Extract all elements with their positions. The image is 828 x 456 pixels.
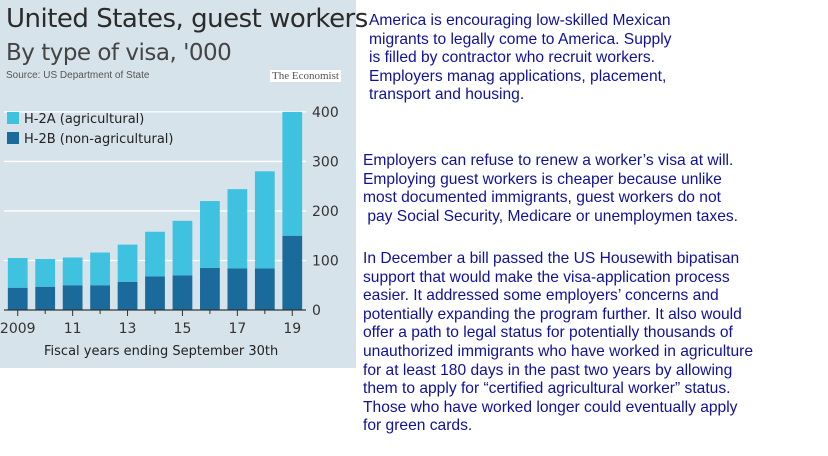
y-tick-label: 100 (312, 253, 339, 270)
y-tick-label: 0 (312, 303, 321, 319)
bar-h2a (35, 259, 55, 287)
x-tick-label: 17 (228, 321, 247, 337)
bar-h2b (63, 285, 83, 310)
x-tick-label: 13 (118, 321, 137, 337)
bar-h2a (8, 258, 28, 288)
chart-title: United States, guest workers (6, 4, 368, 34)
bar-h2b (90, 285, 110, 310)
y-tick-label: 200 (312, 203, 339, 220)
bar-h2a (200, 201, 220, 268)
bar-h2a (145, 232, 165, 277)
bar-h2a (118, 245, 138, 282)
bar-h2b (227, 268, 247, 310)
y-tick-label: 400 (312, 104, 339, 121)
chart-subtitle: By type of visa, '000 (6, 40, 232, 66)
bar-h2a (90, 253, 110, 286)
bar-h2b (35, 287, 55, 310)
bar-h2a (282, 112, 302, 236)
legend-swatch (7, 112, 19, 124)
bar-h2b (282, 236, 302, 310)
paragraph-guest-worker-program: America is encouraging low-skilled Mexican migrants to legally come to America. Supply is filled by contractor who recruit workers. Employers manag applications, placement, transport and housing. (369, 12, 672, 104)
bar-h2b (145, 276, 165, 310)
legend-label: H-2A (agricultural) (24, 112, 145, 127)
paragraph-december-bill: In December a bill passed the US Housewith bipatisan support that would make the visa-application process easier. It addressed some employers’ concerns and potentially expanding the program further. It also would offer a path to legal status for potentially thousands of unauthorized immigrants who have worked in agriculture for at least 180 days in the past two years by allowing them to apply for “certified agricultural worker” status. Those who have worked longer could eventually apply for green cards. (363, 250, 754, 435)
chart-source: Source: US Department of State (6, 70, 150, 81)
bar-h2b (118, 282, 138, 310)
paragraph-employer-costs: Employers can refuse to renew a worker’s visa at will. Employing guest workers is cheaper because unlike most documented immigrants, guest workers do not pay Social Security, Medicare or unemploymen taxes. (363, 152, 738, 225)
bar-h2a (227, 189, 247, 268)
bar-h2a (255, 171, 275, 268)
economist-logo: The Economist (272, 70, 339, 82)
x-tick-label: 11 (63, 321, 82, 337)
bar-h2b (173, 275, 193, 310)
bar-h2b (255, 268, 275, 310)
x-tick-label: 15 (173, 321, 192, 337)
bar-h2b (200, 268, 220, 310)
x-tick-label: 19 (283, 321, 302, 337)
y-tick-label: 300 (312, 154, 339, 171)
legend-swatch (7, 132, 19, 144)
bar-h2b (8, 288, 28, 310)
bar-h2a (63, 258, 83, 286)
x-tick-label: 2009 (0, 321, 36, 337)
bar-h2a (173, 221, 193, 275)
x-axis-label: Fiscal years ending September 30th (44, 344, 279, 359)
legend-label: H-2B (non-agricultural) (24, 132, 174, 147)
chart-panel (0, 0, 368, 368)
